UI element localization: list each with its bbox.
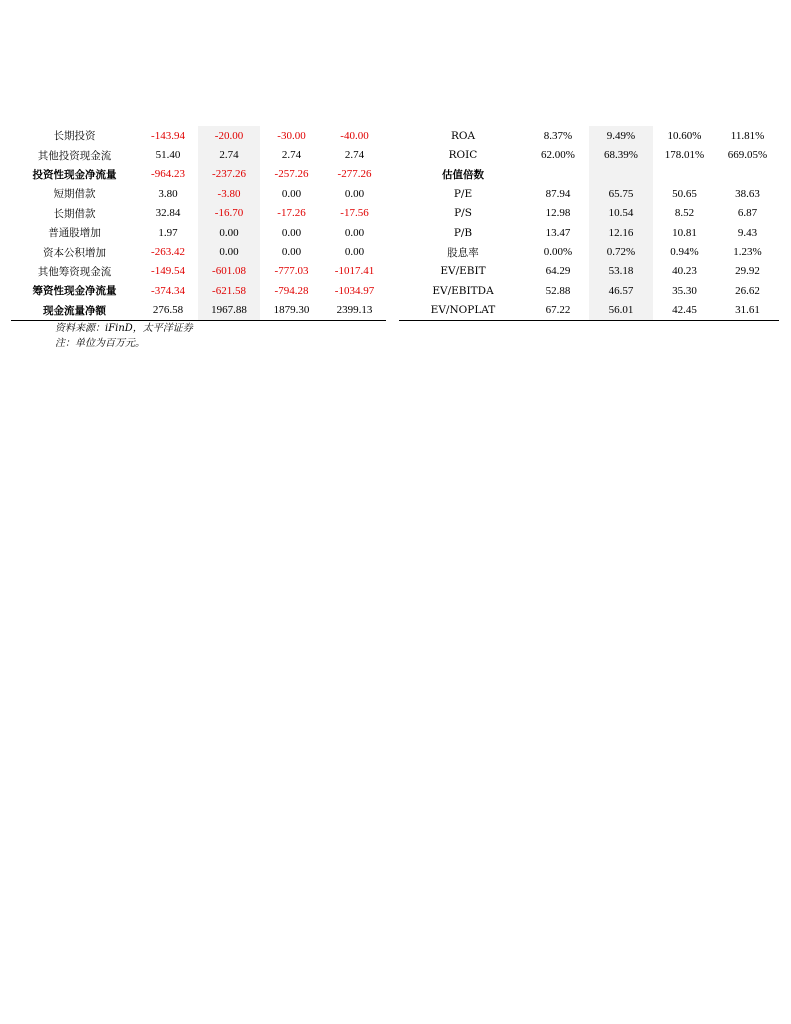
table-cell: 1879.30	[273, 304, 310, 317]
table-cell: -263.42	[151, 246, 185, 259]
table-cell: 1.97	[158, 226, 178, 239]
table-cell	[589, 165, 653, 184]
table-cell: 1.23%	[733, 246, 762, 259]
row-label: EV/EBITDA	[432, 284, 494, 297]
table-cell: 62.00%	[541, 149, 575, 162]
table-row	[399, 262, 779, 281]
table-cell: 13.47	[545, 226, 571, 239]
unit-note: 注：单位为百万元。	[55, 338, 145, 349]
row-label: P/E	[453, 187, 473, 200]
table-cell: 52.88	[545, 284, 571, 297]
table-row	[11, 126, 386, 145]
row-label: 估值倍数	[442, 168, 484, 181]
table-cell: 10.60%	[667, 129, 702, 142]
table-cell: 8.37%	[543, 129, 573, 142]
table-row	[11, 301, 386, 321]
table-cell: 276.58	[152, 304, 184, 317]
table-cell: 2.74	[281, 149, 302, 162]
table-cell: 32.84	[155, 207, 181, 220]
table-cell: 40.23	[672, 265, 697, 278]
table-row	[11, 281, 386, 300]
table-row	[399, 223, 779, 242]
table-cell: 2399.13	[336, 304, 373, 317]
table-cell: -16.70	[198, 204, 260, 223]
row-label: EV/EBIT	[440, 265, 486, 278]
table-cell: 2.74	[198, 145, 260, 164]
table-cell: 0.00	[344, 226, 365, 239]
table-cell: 0.00	[281, 226, 302, 239]
table-cell: 35.30	[672, 284, 697, 297]
table-cell: -237.26	[198, 165, 260, 184]
row-label: 其他筹资现金流	[37, 265, 112, 278]
table-cell: -374.34	[151, 284, 185, 297]
table-cell: -257.26	[274, 168, 309, 181]
row-label: 资本公积增加	[43, 246, 106, 259]
table-cell: -1017.41	[334, 265, 375, 278]
table-cell: 12.16	[589, 223, 653, 242]
table-cell: -777.03	[274, 265, 309, 278]
table-cell: -1034.97	[334, 284, 375, 297]
row-label: 短期借款	[53, 188, 96, 201]
cash-flow-table	[11, 126, 386, 321]
row-label: P/S	[454, 207, 472, 220]
table-cell	[716, 165, 779, 184]
valuation-ratio-table	[399, 126, 779, 321]
table-cell: 669.05%	[727, 149, 768, 162]
table-cell: -601.08	[198, 262, 260, 281]
table-cell: 0.94%	[670, 246, 699, 259]
table-row	[11, 262, 386, 281]
table-cell: 53.18	[589, 262, 653, 281]
table-cell: 1967.88	[198, 301, 260, 321]
table-cell: -149.54	[151, 265, 185, 278]
table-cell: 11.81%	[730, 129, 765, 142]
table-row	[11, 145, 386, 164]
table-row	[399, 165, 779, 184]
table-cell: 65.75	[589, 184, 653, 203]
table-cell: -30.00	[277, 129, 306, 142]
row-label: ROIC	[448, 149, 478, 162]
table-cell: 0.00%	[543, 246, 573, 259]
source-note: 资料来源：iFinD，太平洋证券	[55, 323, 193, 334]
table-cell: 87.94	[545, 187, 571, 200]
table-row	[399, 242, 779, 261]
table-cell: 10.81	[672, 226, 697, 239]
table-cell: 8.52	[674, 207, 695, 220]
table-row	[399, 281, 779, 300]
row-label: 普通股增加	[48, 227, 101, 240]
table-cell: -17.56	[340, 207, 369, 220]
table-row	[11, 223, 386, 242]
table-row	[11, 165, 386, 184]
table-cell: 68.39%	[589, 145, 653, 164]
table-cell: 64.29	[545, 265, 571, 278]
table-cell: 2.74	[344, 149, 365, 162]
row-label: 其他投资现金流	[37, 149, 112, 162]
table-cell: 50.65	[672, 187, 697, 200]
table-cell: -277.26	[337, 168, 372, 181]
table-cell: 6.87	[737, 207, 758, 220]
table-cell: 51.40	[155, 149, 181, 162]
table-cell: -794.28	[274, 284, 309, 297]
row-label: 股息率	[447, 246, 479, 259]
table-cell: 12.98	[545, 207, 571, 220]
table-cell: 0.72%	[589, 242, 653, 261]
table-cell: 29.92	[735, 265, 760, 278]
row-label: 长期借款	[53, 207, 96, 220]
table-cell: -143.94	[151, 129, 185, 142]
table-row	[11, 242, 386, 261]
table-cell: 42.45	[672, 304, 697, 317]
table-row	[11, 184, 386, 203]
row-label: EV/NOPLAT	[430, 304, 496, 317]
row-label: 投资性现金净流量	[32, 168, 117, 181]
table-cell: 0.00	[281, 187, 302, 200]
row-label: 筹资性现金净流量	[32, 285, 117, 298]
table-cell: 0.00	[198, 223, 260, 242]
table-cell: 9.49%	[589, 126, 653, 145]
table-notes	[55, 321, 193, 351]
table-cell: 31.61	[735, 304, 760, 317]
row-label: 长期投资	[53, 130, 96, 143]
table-row	[399, 204, 779, 223]
table-cell: -20.00	[198, 126, 260, 145]
row-label: ROA	[450, 129, 476, 142]
table-cell: 10.54	[589, 204, 653, 223]
table-cell: -964.23	[151, 168, 185, 181]
table-cell: -17.26	[277, 207, 306, 220]
table-cell: -40.00	[340, 129, 369, 142]
table-cell: 0.00	[281, 246, 302, 259]
table-cell	[653, 165, 716, 184]
row-label: 现金流量净额	[43, 304, 106, 317]
table-cell: 0.00	[344, 187, 365, 200]
table-cell: 0.00	[198, 242, 260, 261]
table-cell: -3.80	[198, 184, 260, 203]
table-cell: 38.63	[735, 187, 760, 200]
table-cell: 56.01	[589, 301, 653, 321]
table-cell: 26.62	[735, 284, 760, 297]
table-cell	[527, 165, 589, 184]
table-cell: 9.43	[737, 226, 758, 239]
table-cell: 67.22	[545, 304, 571, 317]
table-cell: 178.01%	[664, 149, 705, 162]
table-cell: -621.58	[198, 281, 260, 300]
table-row	[399, 301, 779, 321]
table-row	[11, 204, 386, 223]
table-cell: 46.57	[589, 281, 653, 300]
table-cell: 0.00	[344, 246, 365, 259]
table-row	[399, 126, 779, 145]
table-cell: 3.80	[158, 187, 178, 200]
table-row	[399, 184, 779, 203]
row-label: P/B	[453, 226, 473, 239]
table-row	[399, 145, 779, 164]
